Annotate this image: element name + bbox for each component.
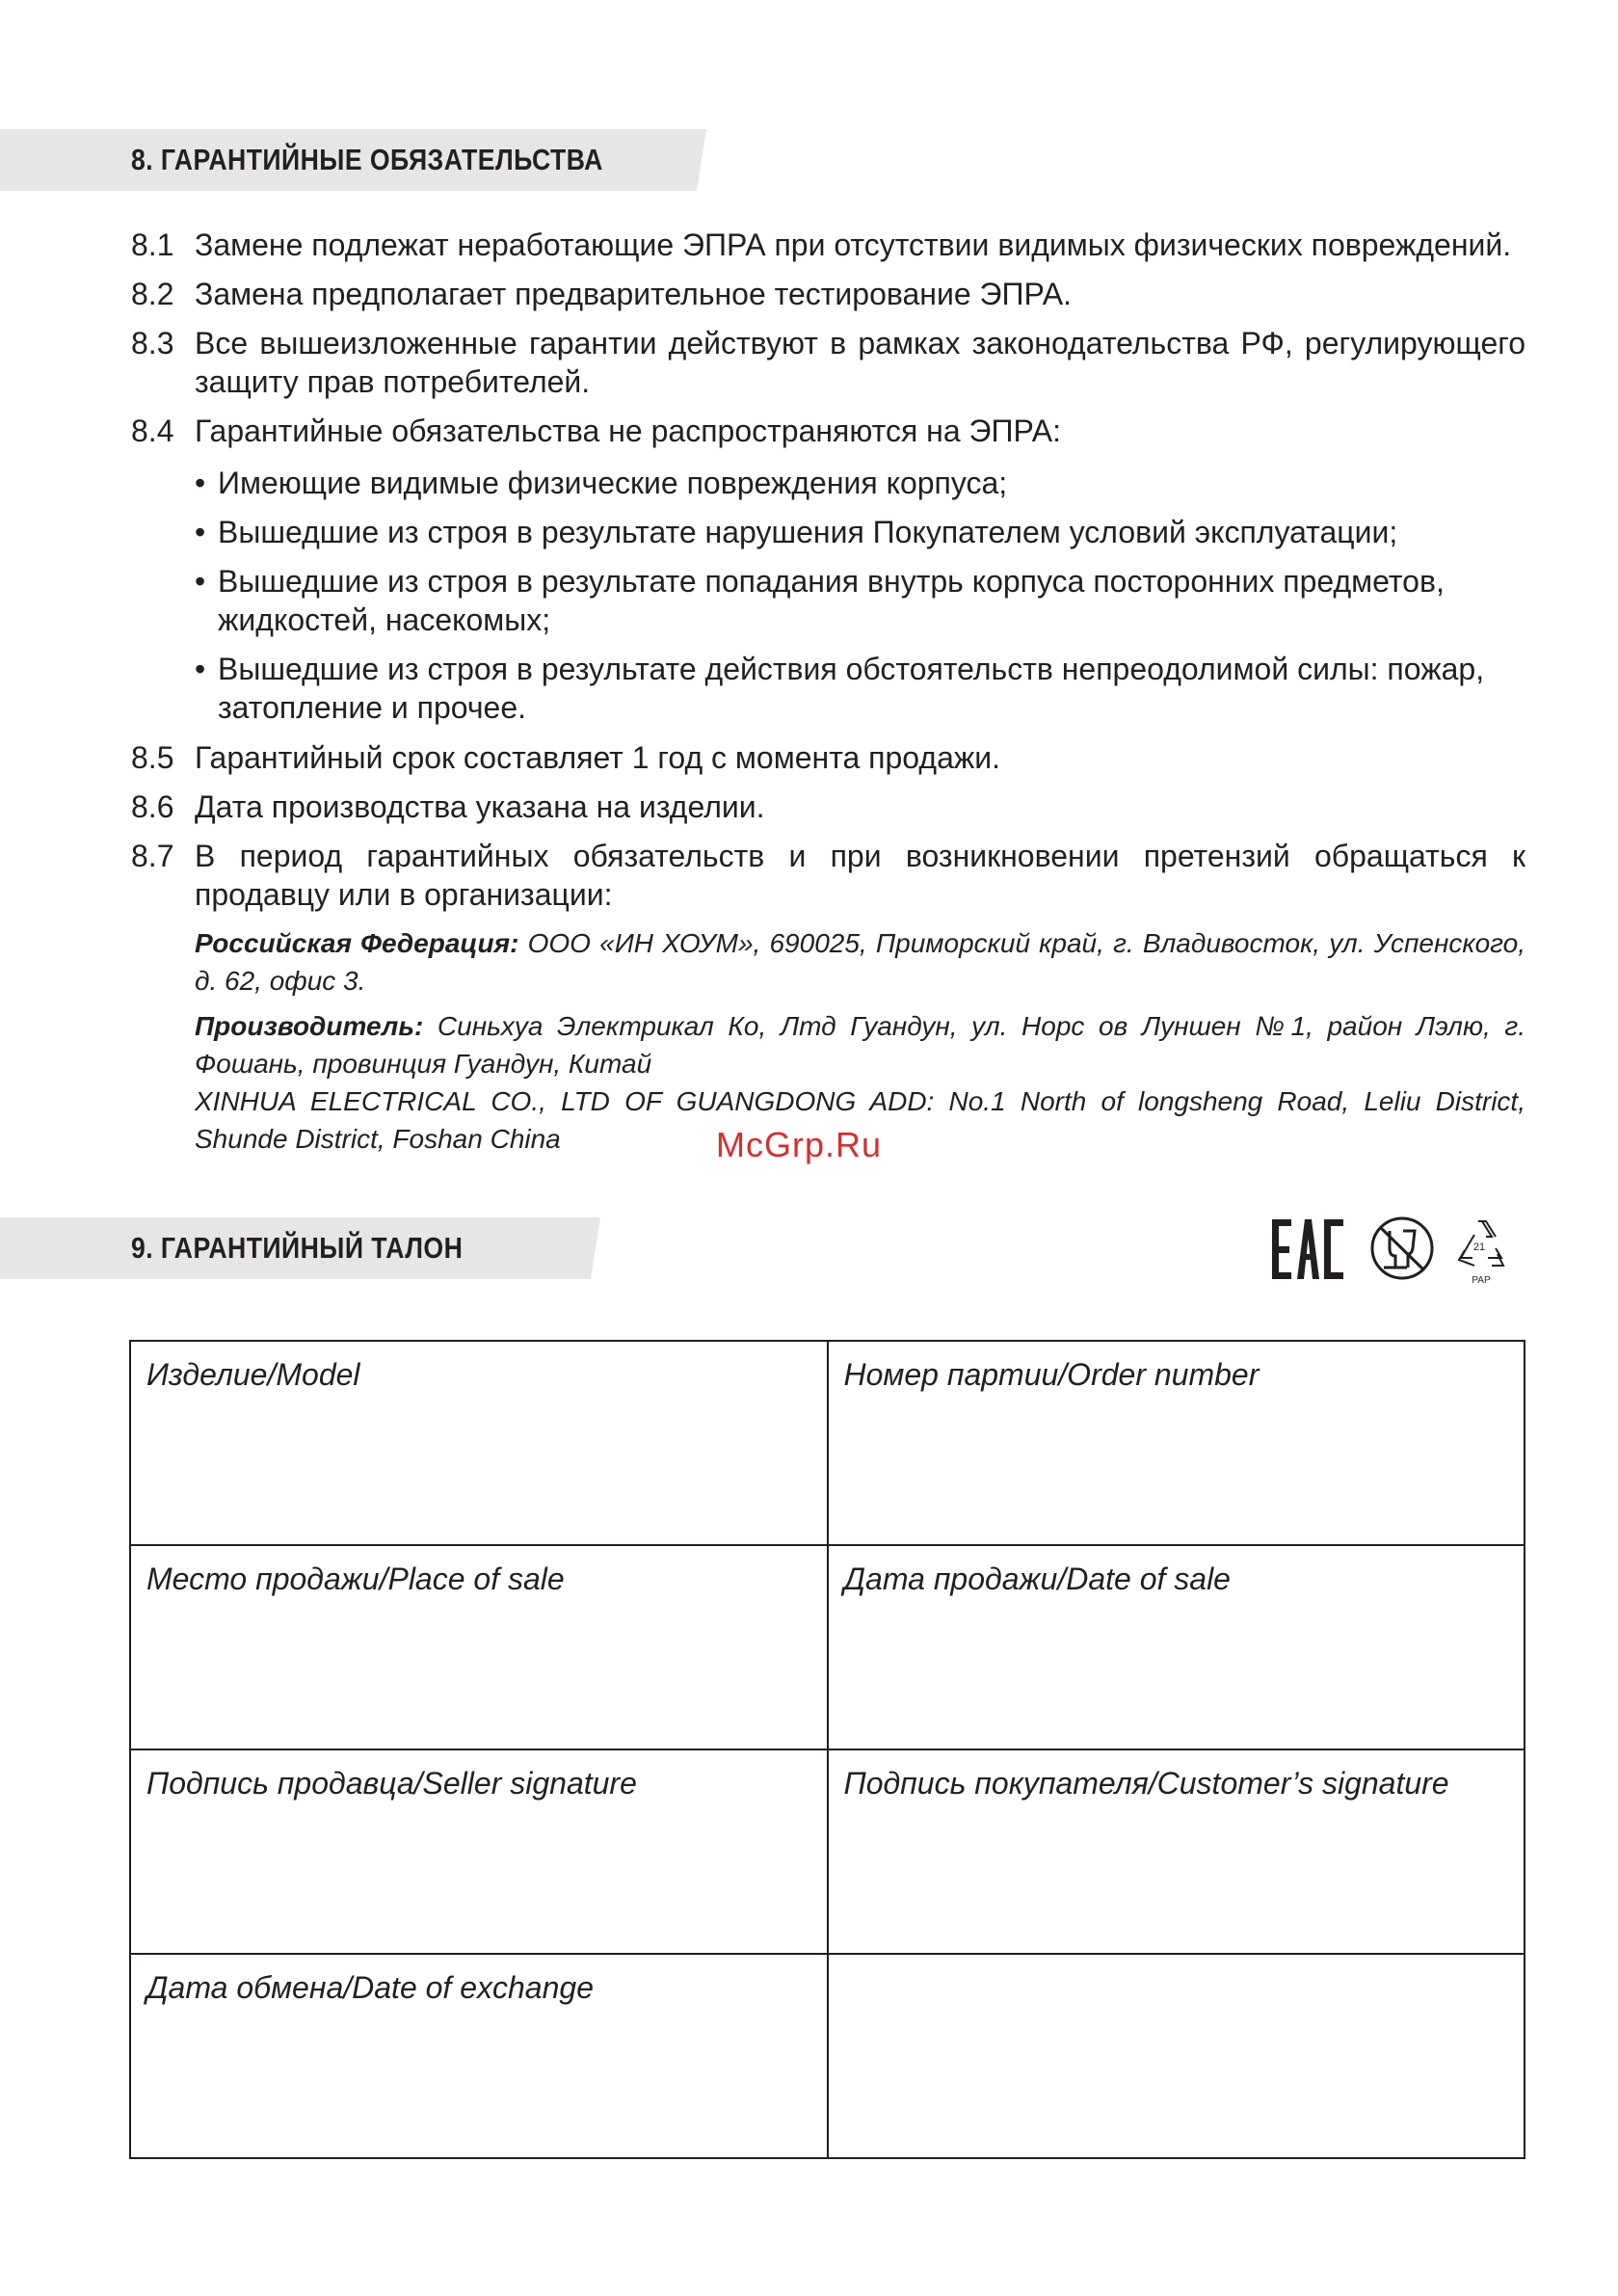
bullet-text: Вышедшие из строя в результате действия обстоятельств непреодолимой силы: пожар, затопление и прочее. [218, 652, 1485, 725]
item-number: 8.4 [131, 414, 174, 448]
contact-manufacturer-label: Производитель: [195, 1011, 424, 1041]
contact-russia-text: ООО «ИН ХОУМ», 690025, Приморский край, г. Владивосток, ул. Успенского, д. 62, офис 3. [195, 928, 1525, 996]
item-text: Все вышеизложенные гарантии действуют в рамках законодательства РФ, регулирующего защиту прав потребителей. [195, 326, 1525, 399]
not-food-contact-icon [1372, 1218, 1432, 1278]
section-8-title: 8. ГАРАНТИЙНЫЕ ОБЯЗАТЕЛЬСТВА [131, 143, 603, 176]
bullet-dot-icon: • [195, 564, 206, 599]
contact-manufacturer-text: Синьхуа Электрикал Ко, Лтд Гуандун, ул. Норс ов Луншен №1, район Лэлю, г. Фошань, провинция Гуандун, Китай [195, 1011, 1525, 1079]
list-item [131, 788, 1525, 826]
item-text: Гарантийный срок составляет 1 год с момента продажи. [195, 740, 1001, 775]
bullet-text: Имеющие видимые физические повреждения корпуса; [218, 466, 1008, 500]
marks-svg [1268, 1210, 1528, 1287]
model-field[interactable]: Изделие/Model [130, 1341, 828, 1545]
item-number: 8.1 [131, 227, 174, 262]
contact-russia-label: Российская Федерация: [195, 928, 519, 958]
bullet-item [195, 464, 1525, 502]
list-item [131, 226, 1525, 264]
watermark: McGrp.Ru [716, 1125, 883, 1164]
bullet-text: Вышедшие из строя в результате попадания внутрь корпуса посторонних предметов, жидкостей, насекомых; [218, 564, 1445, 637]
bullet-item [195, 513, 1525, 551]
item-number: 8.5 [131, 740, 174, 775]
order-number-field[interactable]: Номер партии/Order number [828, 1341, 1525, 1545]
section-9-title: 9. ГАРАНТИЙНЫЙ ТАЛОН [131, 1231, 464, 1265]
item-text: Замене подлежат неработающие ЭПРА при отсутствии видимых физических повреждений. [195, 227, 1512, 262]
item-number: 8.7 [131, 839, 174, 873]
bullet-dot-icon: • [195, 652, 206, 686]
item-text: Дата производства указана на изделии. [195, 789, 765, 824]
item-number: 8.2 [131, 277, 174, 311]
customer-signature-field[interactable]: Подпись покупателя/Customer’s signature [828, 1749, 1525, 1954]
recycle-code: PAP [1472, 1275, 1491, 1286]
list-item [131, 412, 1525, 450]
table-row [130, 1954, 1525, 2158]
warranty-items [131, 226, 1525, 1165]
seller-signature-field[interactable]: Подпись продавца/Seller signature [130, 1749, 828, 1954]
place-of-sale-field[interactable]: Место продажи/Place of sale [130, 1545, 828, 1749]
item-text: Замена предполагает предварительное тестирование ЭПРА. [195, 277, 1072, 311]
bullet-dot-icon: • [195, 515, 206, 549]
warranty-card-table [129, 1340, 1525, 2159]
table-row [130, 1545, 1525, 1749]
contact-manufacturer-en: XINHUA ELECTRICAL CO., LTD OF GUANGDONG ADD: No.1 North of longsheng Road, Leliu District, Shunde District, Foshan China [195, 1086, 1525, 1154]
bullet-text: Вышедшие из строя в результате нарушения Покупателем условий эксплуатации; [218, 515, 1398, 549]
list-item [131, 738, 1525, 777]
recycle-number: 21 [1472, 1241, 1486, 1253]
bullet-item [195, 650, 1525, 727]
empty-field[interactable] [828, 1954, 1525, 2158]
item-number: 8.3 [131, 326, 174, 360]
date-of-exchange-field[interactable]: Дата обмена/Date of exchange [130, 1954, 828, 2158]
exclusion-list [131, 464, 1525, 727]
date-of-sale-field[interactable]: Дата продажи/Date of sale [828, 1545, 1525, 1749]
bullet-item [195, 562, 1525, 639]
list-item [131, 324, 1525, 401]
item-number: 8.6 [131, 789, 174, 824]
list-item [131, 275, 1525, 313]
table-row [130, 1749, 1525, 1954]
table-row [130, 1341, 1525, 1545]
certification-marks [1268, 1210, 1528, 1287]
item-text: В период гарантийных обязательств и при возникновении претензий обращаться к продавцу или в организации: [195, 839, 1525, 912]
eac-mark-icon [1272, 1219, 1343, 1279]
item-text: Гарантийные обязательства не распространяются на ЭПРА: [195, 414, 1061, 448]
list-item [131, 837, 1525, 914]
contact-russia [131, 924, 1525, 1000]
bullet-dot-icon: • [195, 466, 206, 500]
